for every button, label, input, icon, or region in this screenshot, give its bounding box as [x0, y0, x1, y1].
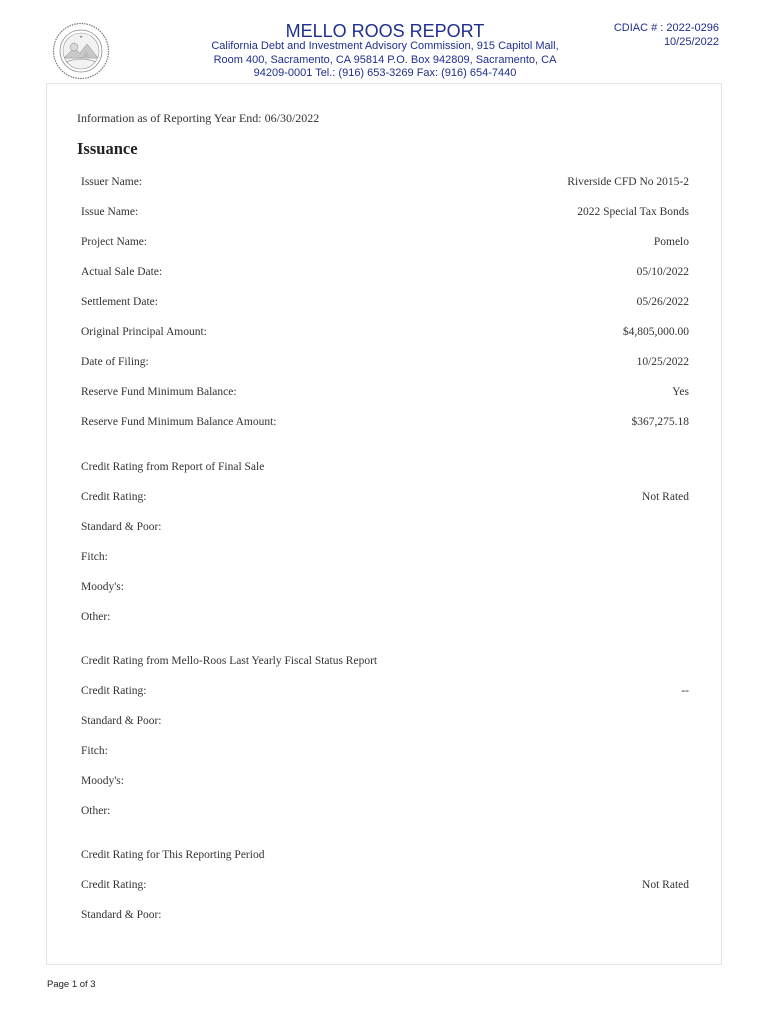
address-line-1: California Debt and Investment Advisory Commission, 915 Capitol Mall,: [211, 40, 559, 52]
field-value: Not Rated: [642, 879, 689, 891]
report-title: MELLO ROOS REPORT: [285, 21, 485, 41]
group-heading: Credit Rating from Mello-Roos Last Yearly Fiscal Status Report: [81, 655, 378, 667]
field-label: Original Principal Amount:: [81, 326, 207, 338]
group-heading: Credit Rating for This Reporting Period: [81, 849, 265, 861]
field-row-settlement-date: [81, 290, 689, 320]
field-value: $367,275.18: [631, 416, 689, 428]
field-value: $4,805,000.00: [622, 326, 689, 338]
field-row-original-principal: [81, 320, 689, 350]
california-state-seal-icon: [52, 22, 110, 80]
field-value: 05/10/2022: [636, 266, 689, 278]
field-row-other: [81, 605, 689, 635]
group-heading-this-period: [81, 829, 689, 873]
field-value: Not Rated: [642, 491, 689, 503]
field-label: Credit Rating:: [81, 879, 147, 891]
field-label: Moody's:: [81, 581, 124, 593]
group-heading: Credit Rating from Report of Final Sale: [81, 461, 265, 473]
field-row-other: [81, 799, 689, 829]
field-label: Other:: [81, 805, 111, 817]
field-label: Credit Rating:: [81, 491, 147, 503]
field-label: Standard & Poor:: [81, 715, 162, 727]
field-row-reserve-fund-min-amount: [81, 410, 689, 440]
field-label: Standard & Poor:: [81, 909, 162, 921]
field-label: Issue Name:: [81, 206, 139, 218]
issuance-fields: [81, 170, 689, 933]
field-value: 05/26/2022: [636, 296, 689, 308]
group-heading-final-sale: [81, 440, 689, 485]
field-row-actual-sale-date: [81, 260, 689, 290]
address-line-2: Room 400, Sacramento, CA 95814 P.O. Box 942809, Sacramento, CA: [213, 53, 557, 66]
report-header: [0, 0, 770, 82]
field-label: Reserve Fund Minimum Balance Amount:: [81, 416, 277, 428]
group-heading-last-yearly: [81, 635, 689, 679]
address-line-3: 94209-0001 Tel.: (916) 653-3269 Fax: (916) 654-7440: [253, 67, 517, 79]
field-row-moodys: [81, 575, 689, 605]
field-label: Actual Sale Date:: [81, 266, 163, 278]
page-number: Page 1 of 3: [47, 979, 96, 990]
field-row-standard-poor: [81, 515, 689, 545]
field-row-date-of-filing: [81, 350, 689, 380]
field-row-issuer-name: [81, 170, 689, 200]
field-row-fitch: [81, 545, 689, 575]
field-value: --: [681, 685, 689, 697]
field-label: Credit Rating:: [81, 685, 147, 697]
field-row-credit-rating: [81, 679, 689, 709]
section-title-issuance: Issuance: [77, 139, 138, 158]
cdiac-block: [614, 22, 719, 49]
field-label: Other:: [81, 611, 111, 623]
cdiac-number: CDIAC # : 2022-0296: [613, 22, 719, 34]
field-row-fitch: [81, 739, 689, 769]
field-label: Project Name:: [81, 236, 148, 248]
reporting-year-info: Information as of Reporting Year End: 06/30/2022: [77, 111, 320, 125]
field-value: Pomelo: [653, 236, 689, 248]
field-row-standard-poor: [81, 903, 689, 933]
field-label: Fitch:: [81, 745, 108, 757]
field-row-standard-poor: [81, 709, 689, 739]
field-row-reserve-fund-min: [81, 380, 689, 410]
field-value: Yes: [672, 386, 689, 398]
svg-text:★: ★: [79, 34, 83, 39]
field-label: Fitch:: [81, 551, 108, 563]
field-label: Standard & Poor:: [81, 521, 162, 533]
report-date: 10/25/2022: [663, 35, 719, 48]
field-row-issue-name: [81, 200, 689, 230]
field-label: Settlement Date:: [81, 296, 158, 308]
field-row-credit-rating: [81, 485, 689, 515]
field-row-project-name: [81, 230, 689, 260]
field-row-moodys: [81, 769, 689, 799]
commission-address: [190, 40, 580, 81]
field-label: Reserve Fund Minimum Balance:: [81, 386, 237, 398]
field-label: Date of Filing:: [81, 356, 149, 368]
field-label: Moody's:: [81, 775, 124, 787]
field-value: 10/25/2022: [636, 356, 689, 368]
field-row-credit-rating: [81, 873, 689, 903]
field-value: 2022 Special Tax Bonds: [577, 206, 689, 218]
field-label: Issuer Name:: [81, 176, 142, 188]
field-value: Riverside CFD No 2015-2: [567, 176, 689, 188]
